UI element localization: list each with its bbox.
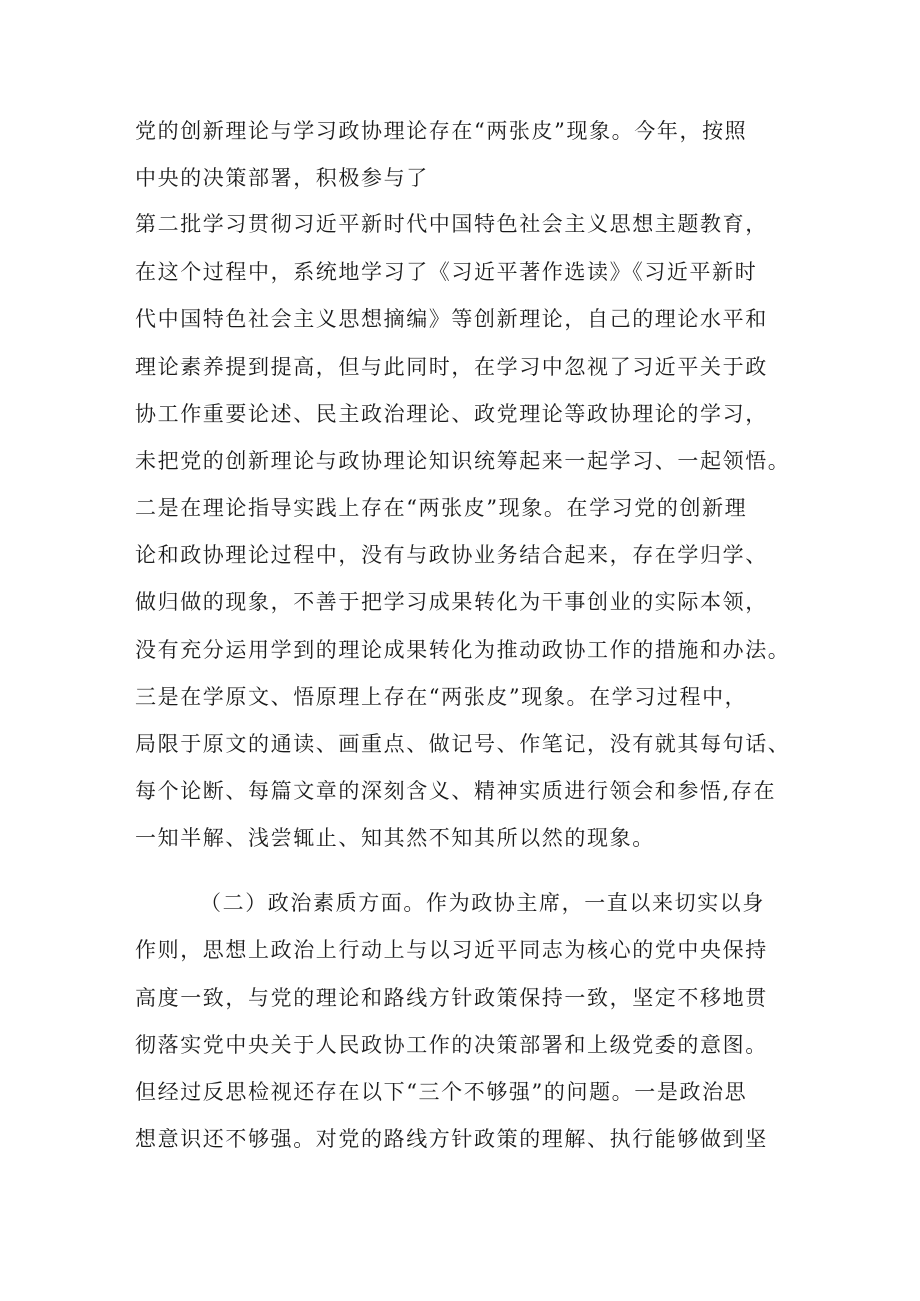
section-heading-line: （二）政治素质方面。作为政协主席，一直以来切实以身 <box>200 891 765 915</box>
text-line: 中央的决策部署，积极参与了 <box>135 166 429 190</box>
text-line: 未把党的创新理论与政协理论知识统筹起来一起学习、一起领悟。 <box>135 449 791 473</box>
text-line: 做归做的现象，不善于把学习成果转化为干事创业的实际本领， <box>135 590 768 614</box>
text-line: 想意识还不够强。对党的路线方针政策的理解、执行能够做到坚 <box>135 1127 768 1151</box>
text-line: 理论素养提到提高，但与此同时，在学习中忽视了习近平关于政 <box>135 355 768 379</box>
text-line: 每个论断、每篇文章的深刻含义、精神实质进行领会和参悟,存在 <box>135 779 777 803</box>
text-line: 高度一致，与党的理论和路线方针政策保持一致，坚定不移地贯 <box>135 986 768 1010</box>
text-line: 协工作重要论述、民主政治理论、政党理论等政协理论的学习， <box>135 402 768 426</box>
text-line: 第二批学习贯彻习近平新时代中国特色社会主义思想主题教育， <box>135 212 768 236</box>
text-line: 在这个过程中，系统地学习了《习近平著作选读》《习近平新时 <box>135 260 758 284</box>
text-line: 局限于原文的通读、画重点、做记号、作笔记，没有就其每句话、 <box>135 732 791 756</box>
text-line: 一知半解、浅尝辄止、知其然不知其所以然的现象。 <box>135 826 655 850</box>
text-line: 没有充分运用学到的理论成果转化为推动政协工作的措施和办法。 <box>135 638 791 662</box>
text-line: 彻落实党中央关于人民政协工作的决策部署和上级党委的意图。 <box>135 1033 768 1057</box>
text-line: 党的创新理论与学习政协理论存在“两张皮”现象。今年，按照 <box>135 119 748 143</box>
text-line: 二是在理论指导实践上存在“两张皮”现象。在学习党的创新理 <box>135 496 748 520</box>
text-line: 但经过反思检视还存在以下“三个不够强”的问题。一是政治思 <box>135 1080 748 1104</box>
text-line: 论和政协理论过程中，没有与政协业务结合起来，存在学归学、 <box>135 543 768 567</box>
text-line: 三是在学原文、悟原理上存在“两张皮”现象。在学习过程中， <box>135 685 748 709</box>
text-line: 代中国特色社会主义思想摘编》等创新理论，自己的理论水平和 <box>135 307 768 331</box>
text-line: 作则，思想上政治上行动上与以习近平同志为核心的党中央保持 <box>135 938 768 962</box>
